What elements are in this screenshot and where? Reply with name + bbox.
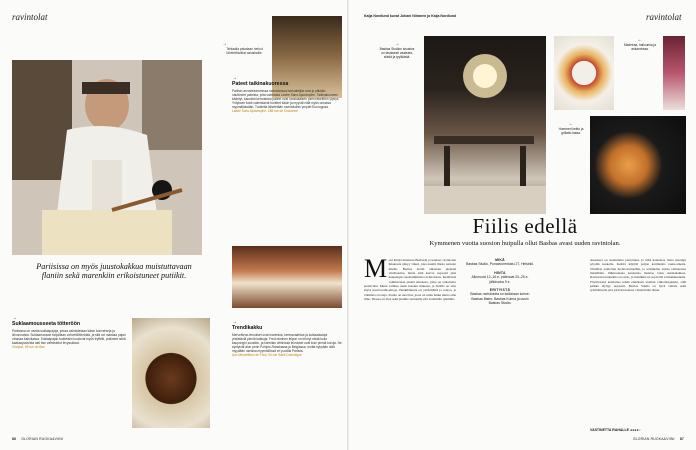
credit-pateet: Lastre Sans Apostrophe, 188 rue de Charonne xyxy=(232,109,298,114)
arrow-icon: ← xyxy=(568,121,574,127)
food-photo-2 xyxy=(663,36,685,110)
article-column-3 xyxy=(590,258,686,428)
caption-food1: Madeiraa, halloumia ja ankanrintaa. xyxy=(623,43,657,51)
info-text-special: Basbas ravintoloita on kaikkiaan kolme: Basbas Bistro, Basbas Kulma ja uusin Basbas Studio. xyxy=(470,292,530,306)
body-suklaa: Pariisissa on useita suklaapajoja, joissa valmistetaan käsin konvehteja ja leivonnaisia. Suklaamousse tarjoillaan vohvelitötteröstä, ja sitä voi maistaa pajan omassa kahvilassa. Suklaapajan tuotteisiin kuuluvat myös tryffelit, pralineet sekä kaakaopavuista asti itse valmistetut levysuklaat. xyxy=(12,329,126,346)
info-label-special: ERITYISTÄ xyxy=(489,288,511,293)
pull-quote: Pariisissa on myös juustokakkua muistuttavaan flaniin sekä marenkiin erikoistuneet putiikit. xyxy=(36,262,192,281)
credit-suklaa: Chapon, 69 rue du Bac xyxy=(12,345,45,350)
info-text-what: Basbas Studio, Punavuorenkatu 27, Helsinki. xyxy=(466,262,534,267)
arrow-icon: → xyxy=(394,41,400,47)
arrow-icon: → xyxy=(232,319,237,325)
column-1-text: oni kävijä tunnistaa Basbasin jo kaukaa: ravintolan ikkunasta näkyy väkeä, joka nauttii illasta rennoin mielin. Basbas aloitti aikanaan pienenä viinibaarina, mutta siitä kasvoi nopeasti yksi kaupungin suosituimmista ravintoloista. Keittiössä valmistetaan pieniä annoksia, jotka on tarkoitettu jaettaviksi. Menu vaihtuu usein kauden mukaan, ja listalla on aina myös kasvisvaihtoehtoja. Henkilökunta on ystävällistä ja rentoa, ja viinilista on laaja. Studio on uusi lisä, jossa on sama henki mutta oma ilme. Tilassa on tilaa sekä pienille seurueille että isommille ryhmille. xyxy=(364,258,456,302)
heading-trendikakku: Trendikakku xyxy=(232,325,263,331)
credit-trendikakku: Aux Merveilleux de Fred, 94 rue Saint-Dominique xyxy=(232,353,302,358)
caption-food2: Hummeri keitto ja grillattu kalaa. xyxy=(558,127,584,135)
arrow-icon: → xyxy=(12,315,17,321)
food-photo-1 xyxy=(554,36,614,110)
caption-right1-block xyxy=(620,38,660,51)
body-trendikakku: Merveilleux-leivokset ovat marenkia, kermavaahtoa ja suklaalastuja yhdistäviä pieniä kakkuja. Fred-niminen leipuri on tehnyt niistä koko kaupungin suosikin, ja kahvilan vitriinissä leivokset ovat kuin pieniä koruja. Ne syntyivät alun perin Pohjois-Ranskassa ja Belgiassa, mutta nykyään niitä myydään useissa myymälöissä eri puolilla Pariisia. xyxy=(232,333,342,354)
article-title: Fiilis edellä xyxy=(472,214,578,238)
pastries-photo xyxy=(232,246,342,308)
info-label-price: HINTA xyxy=(494,270,506,275)
article-block-trendikakku xyxy=(232,320,342,358)
caption-right2-block xyxy=(556,122,586,135)
chef-photo xyxy=(12,60,202,255)
rating-signoff: VASTINETTA RAHALLE ●●●●○ xyxy=(590,428,641,432)
section-title-left: ravintolat xyxy=(12,12,48,22)
article-block-suklaa xyxy=(12,316,127,349)
chef-illustration xyxy=(12,60,202,255)
dropcap: M xyxy=(364,258,388,283)
page-gutter xyxy=(347,0,349,450)
info-text-price: Alkuruoat 12–16 e, pääruoat 20–25 e, jälkiruoka 9 e. xyxy=(471,275,529,284)
article-column-1 xyxy=(364,258,456,433)
page-number-left: 86 xyxy=(12,437,17,441)
heading-pateet: Pateet taikinakuoressa xyxy=(232,81,289,87)
footer-left xyxy=(12,437,63,441)
article-block-pateet xyxy=(232,76,340,114)
caption-top-block xyxy=(222,42,267,55)
caption-left-block xyxy=(378,42,416,59)
page-number-right: 87 xyxy=(679,437,684,441)
footer-right xyxy=(633,437,684,441)
arrow-icon: ← xyxy=(637,37,643,43)
body-pateet: Pariisin arvostetuimmissa ravintoloissa herkuttelijat ovat jo pitkään nauttineet pateista, joita valmistaa Lastre Sans Apostrophe. Taikinakuoreen käärityt, kauniisti kerrostetut pateet ovat ranskalaisen perinnekeittiön ylpeys. Yrityksen kokit valmistavat tuotteet käsin ja myyvät niitä myös omassa myymälässään. Tuotteita lähetetään ravintoloihin ympäri Eurooppaa. xyxy=(232,89,340,110)
section-title-right: ravintolat xyxy=(646,12,682,22)
info-box xyxy=(466,258,534,306)
caption-top: Tehtaalla pakataan herkut lähetettäväksi asiakkaille. xyxy=(226,47,263,56)
chandelier-illustration xyxy=(424,36,546,214)
magazine-name-right: GLORIAN RUOKA&VIINI xyxy=(632,437,675,441)
arrow-icon: → xyxy=(232,75,237,81)
chocolate-photo xyxy=(132,318,210,428)
byline: Kaija Nordlund kuvat Juhani Niiranen ja Kaija Nordlund xyxy=(364,14,456,18)
caption-interior: Basbas Studion sisustus on tasaisesti vaaleata, siistiä ja tyylikästä. xyxy=(379,47,415,59)
food-photo-3 xyxy=(590,116,686,214)
restaurant-interior-photo xyxy=(424,36,546,214)
magazine-name-left: GLORIAN RUOKA&VIINI xyxy=(21,437,64,441)
heading-suklaa: Suklaamousseeta tötteröön xyxy=(12,321,81,327)
column-3-text: Annokset on suunniteltu jaettaviksi, ja niitä kannattaa tilata useampi pöydän keskelle. Keittiö käyttää paljon kotimaisia raaka-aineita. Viinilista painottuu luonnonviineihin, ja sommelier auttaa valinnoissa mielellään. Jälkiruokana kannattaa maistaa talon suklaakakkua. Ravintolan tunnelma on rento, ja musiikki soi sopivalla voimakkuudella. Pöytävaraus kannattaa tehdä etukäteen etenkin viikonloppuisin, sillä paikka täyttyy nopeasti. Basbas Studio on hyvä valinta sekä työillalliselle että ystävien kanssa vietettävään iltaan. xyxy=(590,258,686,293)
arrow-icon: → xyxy=(222,41,227,47)
article-lede: Kymmenen vuotta suosion huipulla ollut Basbas avasi uuden ravintolan. xyxy=(429,240,621,247)
info-label-what: MIKÄ xyxy=(495,258,505,262)
